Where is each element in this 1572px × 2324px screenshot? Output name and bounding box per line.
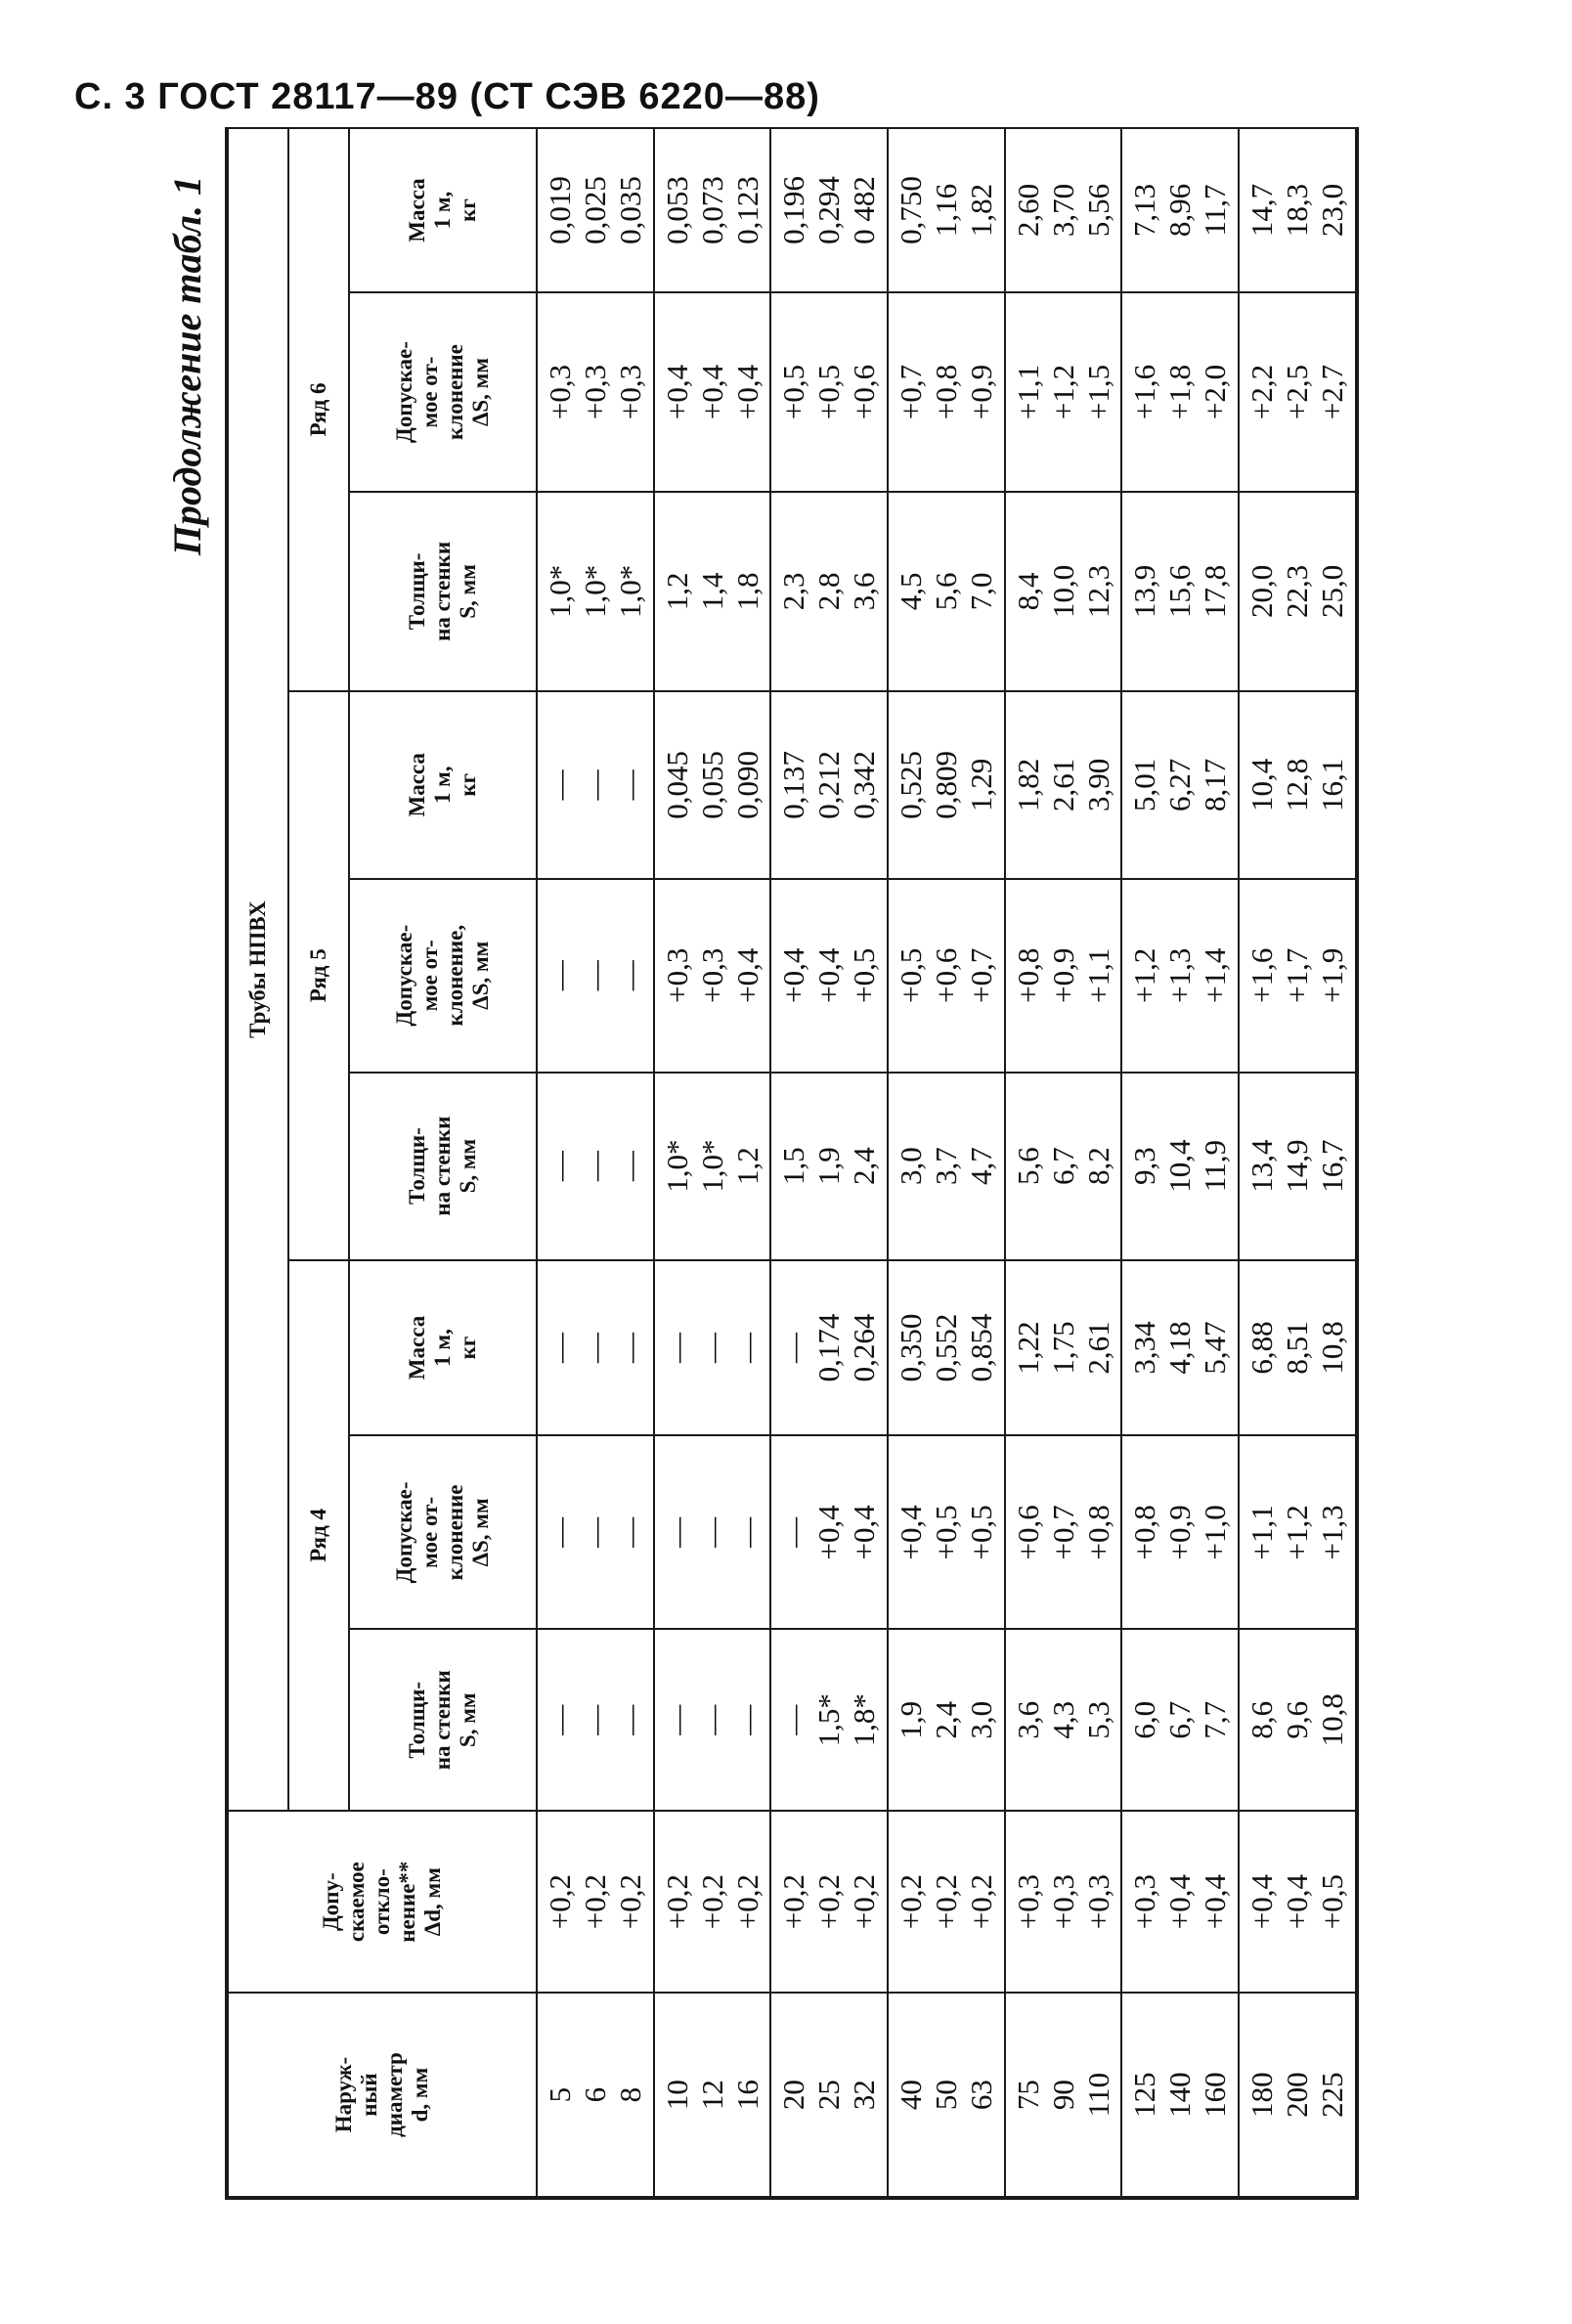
cell-diameter: 75 90 110 (1005, 1993, 1122, 2198)
header-line: мое от- (417, 1496, 442, 1568)
cell-r6-thickness: 20,0 22,3 25,0 (1239, 492, 1357, 691)
cell-r5-mass: — — — (537, 691, 654, 879)
cell-r5-mass: 1,82 2,61 3,90 (1005, 691, 1122, 879)
cell-r6-thickness: 8,4 10,0 12,3 (1005, 492, 1122, 691)
header-line: Допу- (319, 1872, 343, 1932)
cell-diameter: 40 50 63 (888, 1993, 1005, 2198)
header-line: кг (456, 1336, 480, 1360)
cell-r4-tolerance: +1,1 +1,2 +1,3 (1239, 1435, 1357, 1629)
header-line: кг (456, 772, 480, 797)
cell-r5-mass: 5,01 6,27 8,17 (1121, 691, 1239, 879)
cell-r4-thickness: 8,6 9,6 10,8 (1239, 1629, 1357, 1811)
cell-r6-tolerance: +0,3 +0,3 +0,3 (537, 292, 654, 492)
header-line: Масса (405, 1315, 429, 1381)
header-line: нение** (395, 1861, 419, 1943)
header-line: 1 м, (430, 766, 455, 805)
cell-r4-thickness: — 1,5* 1,8* (770, 1629, 888, 1811)
r5-tolerance-header (349, 879, 537, 1073)
cell-r4-thickness: 6,0 6,7 7,7 (1121, 1629, 1239, 1811)
r4-mass-header (349, 1260, 537, 1436)
cell-r4-tolerance: — — — (537, 1435, 654, 1629)
table-row (1239, 128, 1357, 2198)
col-header-diameter-tolerance (227, 1811, 537, 1993)
table-row (1121, 128, 1239, 2198)
cell-diameter: 180 200 225 (1239, 1993, 1357, 2198)
header-line: S, мм (456, 564, 480, 619)
page-header: С. 3 ГОСТ 28117—89 (СТ СЭВ 6220—88) (74, 76, 820, 117)
header-line: Толщи- (405, 552, 429, 631)
header-line: Допускае- (392, 1481, 416, 1584)
cell-r6-mass: 0,019 0,025 0,035 (537, 128, 654, 292)
cell-r4-mass: 6,88 8,51 10,8 (1239, 1260, 1357, 1436)
series-header-row4: Ряд 4 (288, 1260, 349, 1812)
r6-mass-header (349, 128, 537, 292)
header-line: d, мм (408, 2067, 432, 2123)
header-line: Допускае- (392, 341, 416, 443)
cell-r4-thickness: — — — (537, 1629, 654, 1811)
cell-diameter-tolerance: +0,2 +0,2 +0,2 (654, 1811, 771, 1993)
cell-r4-mass: — — — (654, 1260, 771, 1436)
r5-thickness-header (349, 1073, 537, 1260)
cell-r6-thickness: 13,9 15,6 17,8 (1121, 492, 1239, 691)
header-line: Δd, мм (420, 1867, 445, 1937)
cell-r5-tolerance: +0,4 +0,4 +0,5 (770, 879, 888, 1073)
cell-r5-thickness: 13,4 14,9 16,7 (1239, 1073, 1357, 1260)
cell-r6-tolerance: +0,5 +0,5 +0,6 (770, 292, 888, 492)
header-line: Масса (405, 753, 429, 817)
table-row (1005, 128, 1122, 2198)
header-line: клонение, (443, 924, 467, 1027)
cell-diameter-tolerance: +0,2 +0,2 +0,2 (537, 1811, 654, 1993)
header-line: клонение (443, 344, 467, 440)
cell-r4-mass: 3,34 4,18 5,47 (1121, 1260, 1239, 1436)
cell-r4-tolerance: +0,4 +0,5 +0,5 (888, 1435, 1005, 1629)
cell-r5-tolerance: — — — (537, 879, 654, 1073)
header-line: скаемое (344, 1862, 369, 1943)
cell-r4-thickness: — — — (654, 1629, 771, 1811)
header-line: Масса (405, 178, 429, 242)
cell-r6-thickness: 1,2 1,4 1,8 (654, 492, 771, 691)
cell-diameter: 10 12 16 (654, 1993, 771, 2198)
cell-r6-mass: 2,60 3,70 5,56 (1005, 128, 1122, 292)
cell-r6-mass: 0,196 0,294 0 482 (770, 128, 888, 292)
header-line: Толщи- (405, 1127, 429, 1205)
table-continuation-label: Продолжение табл. 1 (165, 176, 209, 556)
cell-r5-thickness: 1,5 1,9 2,4 (770, 1073, 888, 1260)
cell-diameter-tolerance: +0,2 +0,2 +0,2 (770, 1811, 888, 1993)
cell-r5-mass: 0,137 0,212 0,342 (770, 691, 888, 879)
header-line: на стенки (430, 541, 455, 641)
series-header-row6: Ряд 6 (288, 128, 349, 691)
header-line: мое от- (417, 356, 442, 428)
cell-r6-tolerance: +1,6 +1,8 +2,0 (1121, 292, 1239, 492)
pipe-dimensions-table (225, 127, 1359, 2200)
cell-r5-mass: 10,4 12,8 16,1 (1239, 691, 1357, 879)
series-header-row5: Ряд 5 (288, 691, 349, 1260)
cell-r4-tolerance: +0,6 +0,7 +0,8 (1005, 1435, 1122, 1629)
header-line: ΔS, мм (468, 941, 493, 1010)
table-row (537, 128, 654, 2198)
header-line: 1 м, (430, 191, 455, 230)
header-line: кг (456, 198, 480, 222)
r6-thickness-header (349, 492, 537, 691)
cell-r4-tolerance: +0,8 +0,9 +1,0 (1121, 1435, 1239, 1629)
cell-r6-tolerance: +0,7 +0,8 +0,9 (888, 292, 1005, 492)
cell-diameter: 5 6 8 (537, 1993, 654, 2198)
cell-r5-tolerance: +1,6 +1,7 +1,9 (1239, 879, 1357, 1073)
cell-r6-mass: 0,053 0,073 0,123 (654, 128, 771, 292)
cell-r4-thickness: 1,9 2,4 3,0 (888, 1629, 1005, 1811)
header-line: Наруж- (331, 2056, 356, 2133)
header-line: Толщи- (405, 1681, 429, 1759)
cell-r5-thickness: 9,3 10,4 11,9 (1121, 1073, 1239, 1260)
cell-diameter: 125 140 160 (1121, 1993, 1239, 2198)
cell-r5-thickness: — — — (537, 1073, 654, 1260)
cell-r6-mass: 7,13 8,96 11,7 (1121, 128, 1239, 292)
table-row (770, 128, 888, 2198)
r4-thickness-header (349, 1629, 537, 1811)
header-line: откло- (370, 1868, 394, 1936)
header-line: клонение (443, 1484, 467, 1581)
cell-r6-thickness: 1,0* 1,0* 1,0* (537, 492, 654, 691)
cell-r6-tolerance: +0,4 +0,4 +0,4 (654, 292, 771, 492)
rotated-table-block (156, 127, 1388, 2200)
cell-r4-mass: 1,22 1,75 2,61 (1005, 1260, 1122, 1436)
cell-diameter-tolerance: +0,4 +0,4 +0,5 (1239, 1811, 1357, 1993)
cell-r5-tolerance: +0,5 +0,6 +0,7 (888, 879, 1005, 1073)
cell-r6-tolerance: +1,1 +1,2 +1,5 (1005, 292, 1122, 492)
header-line: 1 м, (430, 1329, 455, 1367)
cell-r4-tolerance: — — — (654, 1435, 771, 1629)
cell-r4-mass: 0,350 0,552 0,854 (888, 1260, 1005, 1436)
cell-diameter-tolerance: +0,3 +0,4 +0,4 (1121, 1811, 1239, 1993)
cell-r5-thickness: 1,0* 1,0* 1,2 (654, 1073, 771, 1260)
cell-r6-mass: 0,750 1,16 1,82 (888, 128, 1005, 292)
header-line: ный (357, 2073, 381, 2117)
header-line: S, мм (456, 1138, 480, 1194)
r4-tolerance-header (349, 1435, 537, 1629)
col-header-outer-diameter (227, 1993, 537, 2198)
cell-r4-tolerance: — +0,4 +0,4 (770, 1435, 888, 1629)
cell-r6-mass: 14,7 18,3 23,0 (1239, 128, 1357, 292)
table-row (654, 128, 771, 2198)
cell-r5-tolerance: +1,2 +1,3 +1,4 (1121, 879, 1239, 1073)
cell-r4-mass: — — — (537, 1260, 654, 1436)
group-header-npvh: Трубы НПВХ (227, 128, 288, 1811)
cell-r5-mass: 0,045 0,055 0,090 (654, 691, 771, 879)
cell-diameter-tolerance: +0,2 +0,2 +0,2 (888, 1811, 1005, 1993)
header-row-group (227, 128, 288, 2198)
cell-diameter: 20 25 32 (770, 1993, 888, 2198)
header-line: S, мм (456, 1692, 480, 1748)
cell-r5-thickness: 5,6 6,7 8,2 (1005, 1073, 1122, 1260)
cell-diameter-tolerance: +0,3 +0,3 +0,3 (1005, 1811, 1122, 1993)
cell-r5-thickness: 3,0 3,7 4,7 (888, 1073, 1005, 1260)
cell-r6-thickness: 2,3 2,8 3,6 (770, 492, 888, 691)
cell-r4-mass: — 0,174 0,264 (770, 1260, 888, 1436)
table-row (888, 128, 1005, 2198)
cell-r4-thickness: 3,6 4,3 5,3 (1005, 1629, 1122, 1811)
cell-r6-tolerance: +2,2 +2,5 +2,7 (1239, 292, 1357, 492)
cell-r5-tolerance: +0,3 +0,3 +0,4 (654, 879, 771, 1073)
r5-mass-header (349, 691, 537, 879)
header-line: диаметр (382, 2052, 407, 2137)
cell-r5-mass: 0,525 0,809 1,29 (888, 691, 1005, 879)
header-line: мое от- (417, 940, 442, 1012)
header-line: Допускае- (392, 924, 416, 1027)
header-line: ΔS, мм (468, 1498, 493, 1567)
header-line: на стенки (430, 1670, 455, 1771)
r6-tolerance-header (349, 292, 537, 492)
cell-r5-tolerance: +0,8 +0,9 +1,1 (1005, 879, 1122, 1073)
header-line: ΔS, мм (468, 358, 493, 427)
cell-r6-thickness: 4,5 5,6 7,0 (888, 492, 1005, 691)
header-line: на стенки (430, 1116, 455, 1216)
